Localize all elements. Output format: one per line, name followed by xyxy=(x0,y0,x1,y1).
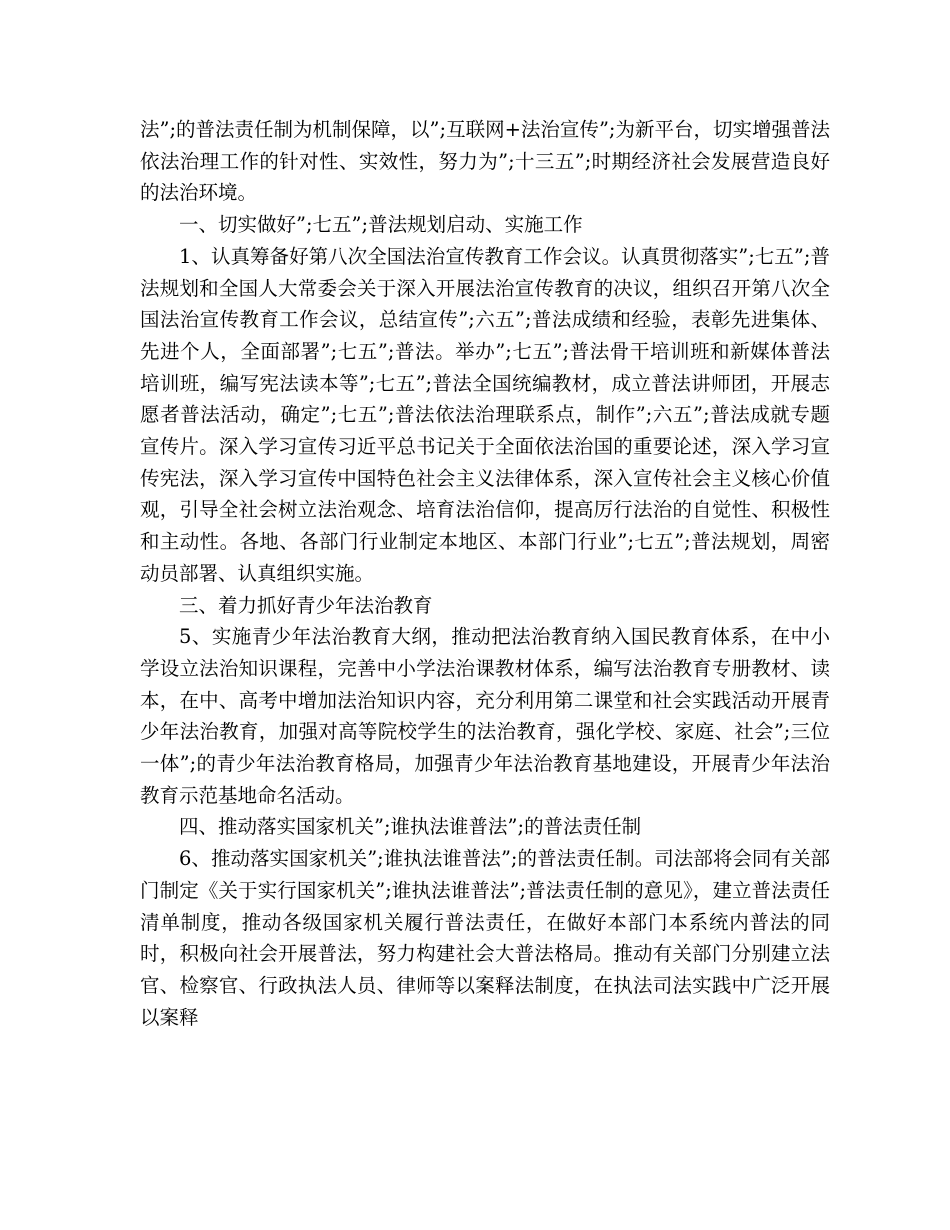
document-page xyxy=(140,114,830,1033)
section-heading-4: 四、推动落实国家机关”;谁执法谁普法”;的普法责任制 xyxy=(179,815,642,839)
body-paragraph-4: 6、推动落实国家机关”;谁执法谁普法”;的普法责任制。司法部将会同有关部门制定《关于实行国家机关”;谁执法谁普法”;普法责任制的意见》，建立普法责任清单制度，推动各级国家机关履行普法责任，在做好本部门本系统内普法的同时，积极向社会开展普法，努力构建社会大普法格局。推动有关部门分别建立法官、检察官、行政执法人员、律师等以案释法制度，在执法司法实践中广泛开展以案释 xyxy=(140,847,831,1029)
body-paragraph-1: 法”;的普法责任制为机制保障，以”;互联网+法治宣传”;为新平台，切实增强普法依法治理工作的针对性、实效性，努力为”;十三五”;时期经济社会发展营造良好的法治环境。 xyxy=(140,118,830,205)
body-paragraph-2: 1、认真筹备好第八次全国法治宣传教育工作会议。认真贯彻落实”;七五”;普法规划和全国人大常委会关于深入开展法治宣传教育的决议，组织召开第八次全国法治宣传教育工作会议，总结宣传”;六五”;普法成绩和经验，表彰先进集体、先进个人，全面部署”;七五”;普法。举办”;七五”;普法骨干培训班和新媒体普法培训班，编写宪法读本等”;七五”;普法全国统编教材，成立普法讲师团，开展志愿者普法活动，确定”;七五”;普法依法治理联系点，制作”;六五”;普法成就专题宣传片。深入学习宣传习近平总书记关于全面依法治国的重要论述，深入学习宣传宪法，深入学习宣传中国特色社会主义法律体系，深入宣传社会主义核心价值观，引导全社会树立法治观念、培育法治信仰，提高厉行法治的自觉性、积极性和主动性。各地、各部门行业制定本地区、本部门行业”;七五”;普法规划，周密动员部署、认真组织实施。 xyxy=(140,244,830,585)
section-heading-3: 三、着力抓好青少年法治教育 xyxy=(179,593,433,617)
body-paragraph-3: 5、实施青少年法治教育大纲，推动把法治教育纳入国民教育体系，在中小学设立法治知识课程，完善中小学法治课教材体系，编写法治教育专册教材、读本，在中、高考中增加法治知识内容，充分利用第二课堂和社会实践活动开展青少年法治教育，加强对高等院校学生的法治教育，强化学校、家庭、社会”;三位一体”;的青少年法治教育格局，加强青少年法治教育基地建设，开展青少年法治教育示范基地命名活动。 xyxy=(140,625,830,807)
section-heading-1: 一、切实做好”;七五”;普法规划启动、实施工作 xyxy=(179,213,583,237)
